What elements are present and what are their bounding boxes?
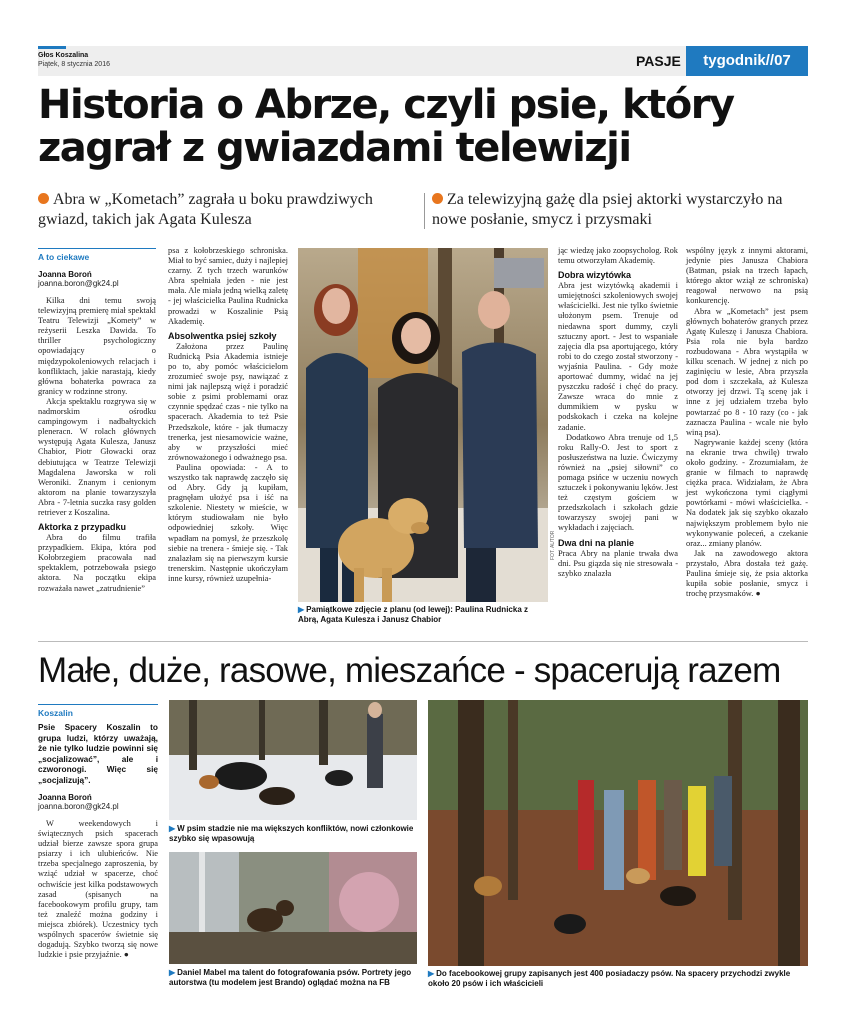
photo-a-illustration	[169, 700, 417, 820]
caption-main-text: Pamiątkowe zdjęcie z planu (od lewej): Paulina Rudnicka z Abrą, Agata Kulesza i Janusz Chabior	[298, 605, 528, 624]
article-column-4	[686, 246, 808, 599]
bullet-icon	[432, 193, 443, 204]
lead-left	[38, 190, 418, 230]
section-label: PASJE	[636, 53, 681, 69]
paragraph: Paulina opowiada: - A to wszystko tak naprawdę zaczęło się od Abry. Gdy ją kupiłam, pragnęłam ułożyć psa i iść na szkolenie. Niestety w mieście, w którym studiowałam nie było odpowiedniej szkoły. Więc wpadłam na pomysł, że przeszkolę siebie na trenera - śmieje się. - Tak znalazłam się na pierwszym kursie trenerskim. Następnie ukończyłam inne kursy, również uzupełnia-	[168, 462, 288, 583]
paragraph: Praca Abry na planie trwała dwa dni. Psu giązda się nie stresowała - szybko znalazła	[558, 548, 678, 578]
bullet-icon	[38, 193, 49, 204]
paragraph: Abra w „Kometach” jest psem głównych bohaterów granych przez Agatę Kuleszę i Janusza Chabiora. Psia rola nie była bardzo rozbudowana - Abra wystąpiła w kilku scenach. W jednej z nich po zaginięciu w lesie, Abra przyszła pod dom i szczekała, aż Kulesza otworzy jej drzwi. Tą scenę jak i inne z jej udziałem trzeba było powtarzać po 8 - 10 razy (co - jak zaznacza Paulina - wcale nie było winą psa).	[686, 306, 808, 437]
lead-divider	[424, 193, 425, 229]
header-accent-bar	[38, 46, 66, 49]
caption-marker-icon: ▶	[169, 824, 176, 833]
photo-c-illustration	[428, 700, 808, 966]
headline: Historia o Abrze, czyli psie, który zagrał z gwiazdami telewizji	[38, 82, 734, 171]
paragraph: Dodatkowo Abra trenuje od 1,5 roku Rally-O. Jest to sport z posłuszeństwa na luzie. Ćwiczymy również na „psiej siłowni” co pomaga psińce w uczeniu nowych sztuczek i pokonywaniu lęków. Jest też częstym gościem w przedszkolach i szkołach gdzie towarzyszy swojej pani w wykładach i zajęciach.	[558, 432, 678, 533]
caption-marker-icon: ▶	[169, 968, 176, 977]
article-column-3	[558, 246, 678, 579]
caption-marker-icon: ▶	[298, 605, 305, 614]
paper-date: Piątek, 8 stycznia 2016	[38, 61, 110, 68]
paragraph: Abra do filmu trafiła przypadkiem. Ekipa, która pod Kołobrzegiem pracowała nad spektaklem, potrzebowała psiego aktora. Na początku ekipa rozważała nawet „zatrudnienie”	[38, 533, 156, 593]
caption-b	[169, 968, 419, 988]
photo-credit: FOT. AUTOR	[550, 530, 556, 560]
photo-main-illustration	[298, 248, 548, 602]
rubric: Koszalin	[38, 704, 158, 718]
lead-right-text: Za telewizyjną gażę dla psiej aktorki wystarczyło na nowe posłanie, smycz i przysmaki	[432, 191, 783, 228]
intro: Psie Spacery Koszalin to grupa ludzi, którzy uważają, że nie tylko ludzie powinni się „socjalizować”, ale i czworonogi. Więc się „socjalizują”.	[38, 722, 158, 785]
photo-dog-portrait	[169, 852, 417, 964]
author: Joanna Boroń	[38, 793, 92, 802]
subheading: Dobra wizytówka	[558, 270, 632, 281]
article-column-2	[168, 246, 288, 584]
paper-name: Głos Koszalina	[38, 52, 89, 59]
paragraph: Abra jest wizytówką akademii i umiejętności szkoleniowych swojej właścicielki. Jest nie tylko świetnie ułożonym psem. Trenuje od niedawna sport dummy, czyli sztuczny aport. - Jest to wspaniałe zajęcia dla psa aportującego, który robi to do czego został stworzony - wyjaśnia Paulina. - Gdy może aportować dummy, widać na jej pyszczku radość i chęć do pracy. Zawsze wraca do mnie z dummikiem w pysku w podskokach i czeka na kolejne zadanie.	[558, 281, 678, 432]
paragraph: Jak na zawodowego aktora przystało, Abra dostała też gażę. Paulina śmieje się, że psia aktorka kupiła sobie posłanie, smycz i trochę przysmaków. ●	[686, 548, 808, 599]
caption-c	[428, 969, 808, 989]
caption-b-text: Daniel Mabel ma talent do fotografowania psów. Portrety jego autorstwa (tu modelem jest Brando) oglądać można na FB	[169, 968, 412, 987]
author-email[interactable]: joanna.boron@gk24.pl	[38, 279, 119, 288]
paragraph: Kilka dni temu swoją telewizyjną premierę miał spektakl Teatru Telewizji „Komety” w reżyserii Leszka Dawida. To thriller psychologiczny opowiadający o międzypokoleniowych relacjach i konfliktach, jakie narastają, kiedy główna bohaterka powraca za granicy w rodzinne strony.	[38, 296, 156, 396]
caption-c-text: Do facebookowej grupy zapisanych jest 400 posiadaczy psów. Na spacery przychodzi zwykle około 20 psów i ich właścicieli	[428, 969, 791, 988]
tygodnik-badge: tygodnik//07	[686, 46, 808, 76]
caption-a-text: W psim stadzie nie ma większych konfliktów, nowi członkowie szybko się wpasowują	[169, 824, 414, 843]
article-column-1	[38, 248, 156, 594]
lead-left-text: Abra w „Kometach” zagrała u boku prawdziwych gwiazd, takich jak Agata Kulesza	[38, 191, 373, 228]
paragraph: psa z kołobrzeskiego schroniska. Miał to być samiec, duży i najlepiej czarny. Z tych trzech warunków Abra spełniała jeden - nie jest mała. Ale miała jedną wielką zaletę - jej właścicielka Paulina Rudnicka prowadzi w Koszalinie Psią Akademię.	[168, 246, 288, 326]
photo-dogs-snow	[169, 700, 417, 820]
headline-2: Małe, duże, rasowe, mieszańce - spacerują razem	[38, 651, 781, 690]
paragraph: Akcja spektaklu rozgrywa się w nadmorskim ośrodku campingowym i nadbałtyckich pleneracn. W rolach głównych występują Agata Kulesza, Janusz Chabior, Piotr Głowacki oraz debiutująca w Teatrze Telewizji Magdalena Jaworska w roli Weroniki. Znanym i cenionym aktorom na planie towarzyszyła Abra - 7-letnia suczka rasy golden retriever z Koszalina.	[38, 396, 156, 517]
section-divider	[38, 641, 808, 642]
paragraph: jąc wiedzę jako zoopsycholog. Rok temu otworzyłam Akademię.	[558, 246, 678, 266]
subheading: Dwa dni na planie	[558, 537, 635, 548]
rubric: A to ciekawe	[38, 248, 156, 262]
paragraph: wspólny język z innymi aktorami, jedynie pies Janusza Chabiora (Batman, psiak na trzech łapach, którego aktor wziął ze schroniska) reagował nerwowo na psią konkurencję.	[686, 246, 808, 306]
photo-b-illustration	[169, 852, 417, 964]
photo-main	[298, 248, 548, 602]
paragraph: W weekendowych i świątecznych psich spacerach udział bierze zawsze spora grupa psiarzy i ich ulubieńców. Nie trzeba specjalnego zaproszenia, by wziąć udział w spacerze, choć ochwiście jest kilka podstawowych zasad (spisanych na facebookowym profilu grupy, tam też znaleźć można godziny i miejsca zbiórek). Uczestnicy tych wspólnych spacerów świetnie się dogadują. Szybko tworzą się nowe ludzkie i psie przyjaźnie. ●	[38, 819, 158, 960]
author-email[interactable]: joanna.boron@gk24.pl	[38, 802, 119, 811]
author: Joanna Boroń	[38, 270, 92, 279]
lead-right	[432, 190, 812, 230]
subheading: Aktorka z przypadku	[38, 522, 127, 533]
caption-main	[298, 605, 550, 625]
caption-marker-icon: ▶	[428, 969, 435, 978]
caption-a	[169, 824, 419, 844]
paragraph: Założona przez Paulinę Rudnicką Psia Akademia istnieje po to, aby pomóc właścicielom zrozumieć swoje psy, nawiązać z nimi jak najlepszą więź i poradzić sobie z psimi problemami oraz czynnie spędzać czas - nie tylko na spacerach. Akademia to też Psie Przedszkole, które - jak tłumaczy trenerka, jest niesamowicie ważne, aby w przyszłości mieć zrównoważonego i odważnego psa.	[168, 341, 288, 462]
photo-group-walk	[428, 700, 808, 966]
article2-column	[38, 704, 158, 960]
subheading: Absolwentka psiej szkoły	[168, 330, 277, 341]
paragraph: Nagrywanie każdej sceny (która na ekranie trwa chwilę) trwało około godziny. - Zrozumiałam, że granie w filmach to naprawdę ciężka praca. Widziałam, że Abra jest wykończona tymi ciągłymi powtórkami - mówi właścicielka. - Na dodatek jak się szybko okazało największym problemem było nie wykonywanie poleceń, a czekanie oraz... zmiany planów.	[686, 437, 808, 548]
